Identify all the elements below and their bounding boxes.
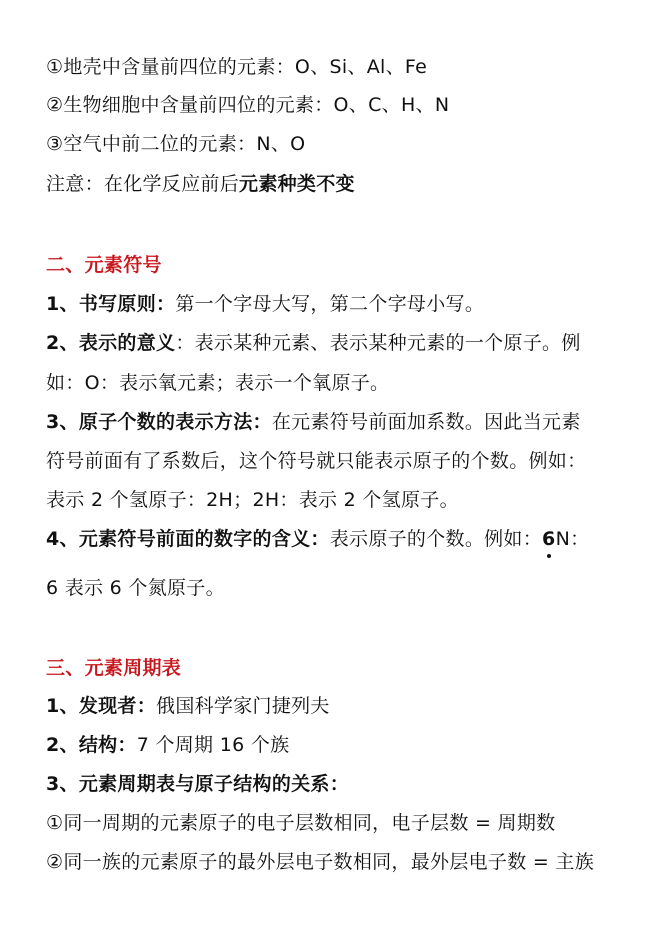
same-period-line: ①同一周期的元素原子的电子层数相同，电子层数 = 周期数 [46, 812, 556, 834]
number-meaning-continued: 6 表示 6 个氮原子。 [46, 577, 225, 599]
note-emphasis: 元素种类不变 [239, 173, 355, 195]
section-heading-periodic-table: 三、元素周期表 [46, 657, 182, 679]
emphasis-dot [547, 554, 551, 558]
element-symbol: N： [555, 528, 590, 550]
item-text: 在元素符号前面加系数。因此当元素 [271, 411, 581, 433]
item-label: 1、发现者： [46, 695, 157, 717]
item-label: 1、书写原则： [46, 293, 176, 315]
section-heading-element-symbols: 二、元素符号 [46, 254, 162, 276]
note-prefix: 注意：在化学反应前后 [46, 173, 240, 195]
item-label: 2、结构： [46, 734, 137, 756]
number-meaning-item [46, 526, 589, 552]
atom-count-continued-2: 表示 2 个氢原子：2H；2H：表示 2 个氢原子。 [46, 489, 459, 511]
item-text: 表示原子的个数。例如： [329, 528, 543, 550]
cell-elements-line: ②生物细胞中含量前四位的元素：O、C、H、N [46, 94, 450, 116]
atom-count-continued-1: 符号前面有了系数后，这个符号就只能表示原子的个数。例如： [46, 450, 587, 472]
item-text: 7 个周期 16 个族 [136, 734, 290, 756]
crust-elements-line: ①地壳中含量前四位的元素：O、Si、Al、Fe [46, 56, 428, 78]
item-label: 3、原子个数的表示方法： [46, 411, 272, 433]
writing-rule-item [46, 291, 484, 317]
item-text: 第一个字母大写，第二个字母小写。 [175, 293, 485, 315]
air-elements-line: ③空气中前二位的元素：N、O [46, 133, 306, 155]
item-label: 4、元素符号前面的数字的含义： [46, 528, 330, 550]
meaning-item-continued: 如：O：表示氧元素；表示一个氧原子。 [46, 372, 390, 394]
atom-count-item [46, 409, 581, 435]
relationship-item: 3、元素周期表与原子结构的关系： [46, 773, 350, 795]
structure-item [46, 732, 289, 758]
same-group-line: ②同一族的元素原子的最外层电子数相同，最外层电子数 = 主族 [46, 851, 595, 873]
item-text: 俄国科学家门捷列夫 [156, 695, 330, 717]
coefficient-number: 6 [542, 526, 556, 552]
discoverer-item [46, 693, 330, 719]
item-text: ：表示某种元素、表示某种元素的一个原子。例 [175, 332, 581, 354]
note-line [46, 171, 355, 197]
item-label: 2、表示的意义 [46, 332, 176, 354]
meaning-item [46, 330, 581, 356]
